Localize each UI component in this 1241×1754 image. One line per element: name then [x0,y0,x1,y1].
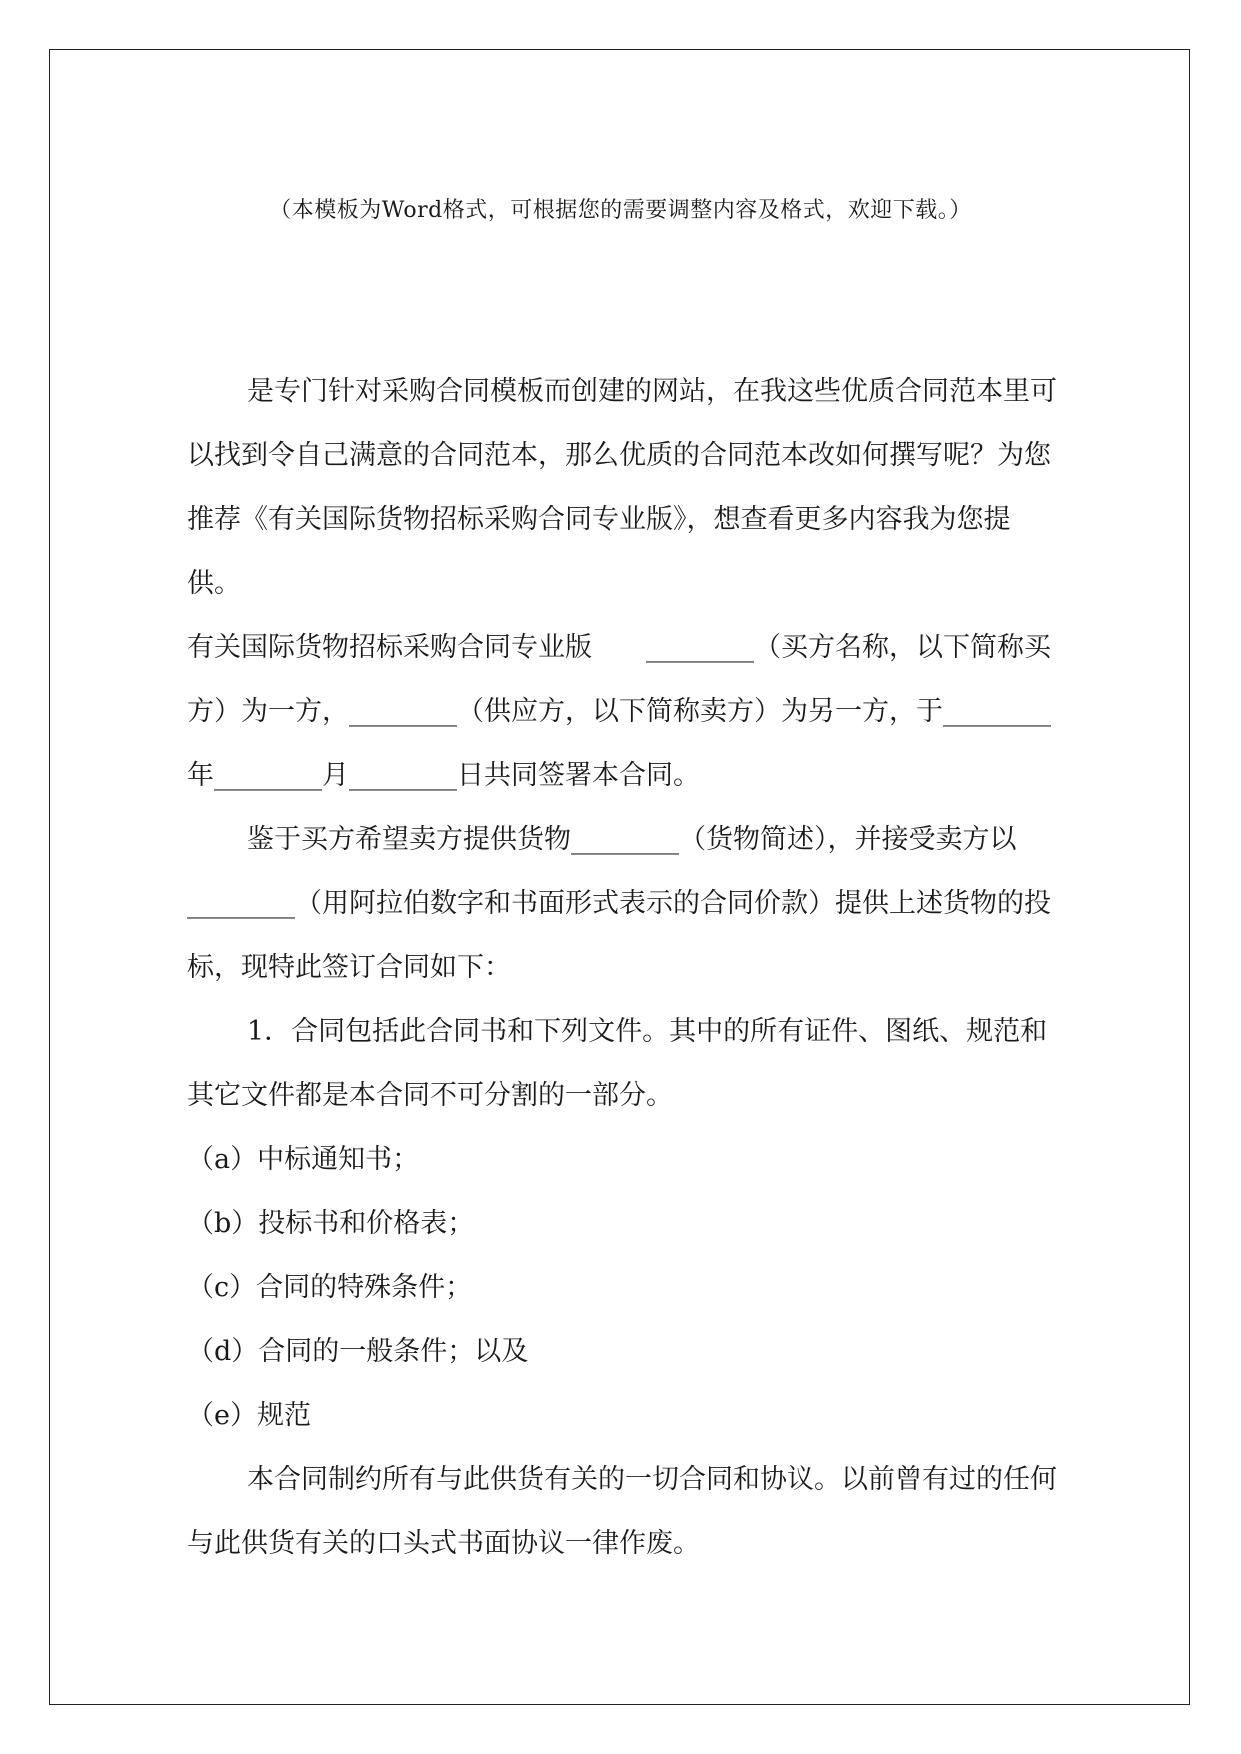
template-note: （本模板为Word格式，可根据您的需要调整内容及格式，欢迎下载。） [269,198,972,223]
list-item-e: （e）规范 [187,1400,311,1431]
whereas-paragraph: 鉴于买方希望卖方提供货物________（货物简述），并接受卖方以________（用阿拉伯数字和书面形式表示的合同价款）提供上述货物的投标，现特此签订合同如下： [187,824,1051,983]
list-item-c: （c）合同的特殊条件； [187,1272,473,1303]
clause-1-paragraph: 1．合同包括此合同书和下列文件。其中的所有证件、图纸、规范和其它文件都是本合同不可分割的一部分。 [187,1016,1048,1111]
list-item-a: （a）中标通知书； [187,1144,420,1175]
contract-title-paragraph: 有关国际货物招标采购合同专业版 ________（买方名称，以下简称买方）为一方，________（供应方，以下简称卖方）为另一方，于________年________月________日共同签署本合同。 [187,632,1051,791]
intro-paragraph: 是专门针对采购合同模板而创建的网站，在我这些优质合同范本里可以找到令自己满意的合同范本，那么优质的合同范本改如何撰写呢？为您推荐《有关国际货物招标采购合同专业版》，想查看更多内容我为您提供。 [187,376,1057,599]
list-item-d: （d）合同的一般条件；以及 [187,1336,529,1367]
document-body [187,360,1057,1576]
supersede-paragraph: 本合同制约所有与此供货有关的一切合同和协议。以前曾有过的任何与此供货有关的口头式书面协议一律作废。 [187,1464,1057,1559]
list-item-b: （b）投标书和价格表； [187,1208,475,1239]
